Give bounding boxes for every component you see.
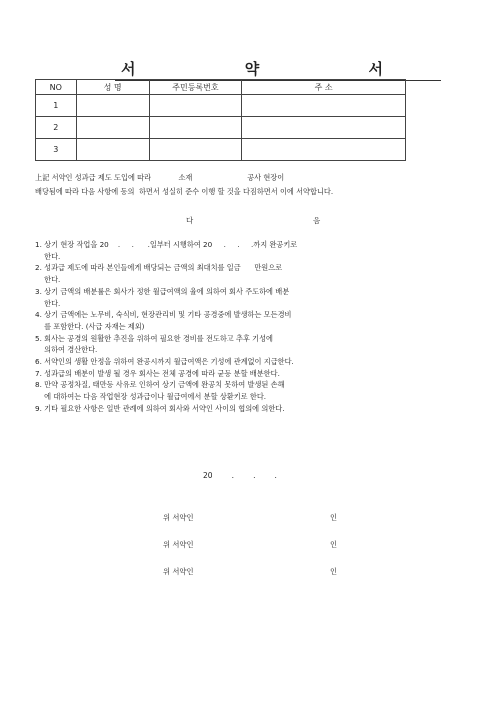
- list-item: 의하여 경산한다.: [35, 345, 98, 355]
- intro-line: 배당됨에 따라 다음 사항에 동의 하면서 성실히 준수 이행 할 것을 다짐하면서 이에 서약합니다.: [35, 187, 334, 196]
- seal-mark: 인: [330, 540, 338, 549]
- address-cell: [242, 95, 406, 117]
- name-cell: [76, 95, 149, 117]
- terms-list: [35, 239, 475, 415]
- list-item: 한다.: [35, 298, 61, 308]
- list-item: 한다.: [35, 251, 61, 261]
- signer-table: [35, 79, 406, 161]
- list-item: 9. 기타 필요한 사항은 일반 관례에 의하여 회사와 서약인 사이의 협의에 의한다.: [35, 403, 285, 413]
- intro-paragraph: [35, 171, 475, 199]
- table-row: [36, 95, 406, 117]
- signer-label: 위 서약인: [163, 513, 194, 522]
- row-number: 2: [36, 117, 77, 139]
- list-item: 4. 상기 금액에는 노무비, 숙식비, 현장관리비 및 기타 공경중에 발생하는 모든경비: [35, 310, 292, 320]
- id-cell: [149, 117, 242, 139]
- signer-label: 위 서약인: [163, 540, 194, 549]
- table-header-row: [36, 80, 406, 95]
- signer-label: 위 서약인: [163, 567, 194, 576]
- col-address: 주 소: [242, 80, 406, 95]
- list-item: 한다.: [35, 275, 61, 285]
- list-item: 5. 회사는 공경의 원활한 추진을 위하여 필요한 경비를 전도하고 추후 기성에: [35, 333, 274, 343]
- row-number: 1: [36, 95, 77, 117]
- list-item: 7. 성과급의 배분이 발생 될 경우 회사는 전체 공경에 따라 균등 분할 배분한다.: [35, 368, 280, 378]
- date-line: 20 . . .: [203, 471, 277, 480]
- seal-mark: 인: [330, 567, 338, 576]
- list-item: 에 대하여는 다음 작업현장 성과급이나 월급여에서 분할 상환키로 한다.: [35, 392, 267, 402]
- id-cell: [149, 95, 242, 117]
- table-row: [36, 117, 406, 139]
- address-cell: [242, 139, 406, 161]
- list-item: 를 포함한다. (사급 자재는 제외): [35, 321, 145, 331]
- heading-right: 음: [313, 216, 321, 225]
- document-title: 서 약 서: [0, 58, 504, 79]
- col-id-number: 주민등록번호: [149, 80, 242, 95]
- list-item: 3. 상기 금액의 배분률은 회사가 정한 월급여액의 율에 의하여 회사 주도하에 배분: [35, 286, 290, 296]
- row-number: 3: [36, 139, 77, 161]
- list-item: 8. 만약 공정차질, 태만등 사유로 인하여 상기 금액에 완공치 못하여 발생된 손해: [35, 380, 285, 390]
- name-cell: [76, 117, 149, 139]
- col-no: NO: [36, 80, 77, 95]
- name-cell: [76, 139, 149, 161]
- table-row: [36, 139, 406, 161]
- col-name: 성 명: [76, 80, 149, 95]
- seal-mark: 인: [330, 513, 338, 522]
- heading-left: 다: [186, 216, 194, 225]
- intro-line: 上記 서약인 성과급 제도 도입에 따라 소재 공사 현장이: [35, 173, 285, 182]
- address-cell: [242, 117, 406, 139]
- list-item: 1. 상기 현장 작업을 20 . . .일부터 시행하여 20 . . .까지 완공키로: [35, 240, 298, 249]
- id-cell: [149, 139, 242, 161]
- list-item: 2. 성과급 제도에 따라 본인들에게 배당되는 금액의 최대치를 일금 만원으로: [35, 263, 283, 273]
- list-item: 6. 서약인의 생활 안정을 위하여 완공시까지 월급여액은 기성에 관계없이 지급한다.: [35, 357, 294, 367]
